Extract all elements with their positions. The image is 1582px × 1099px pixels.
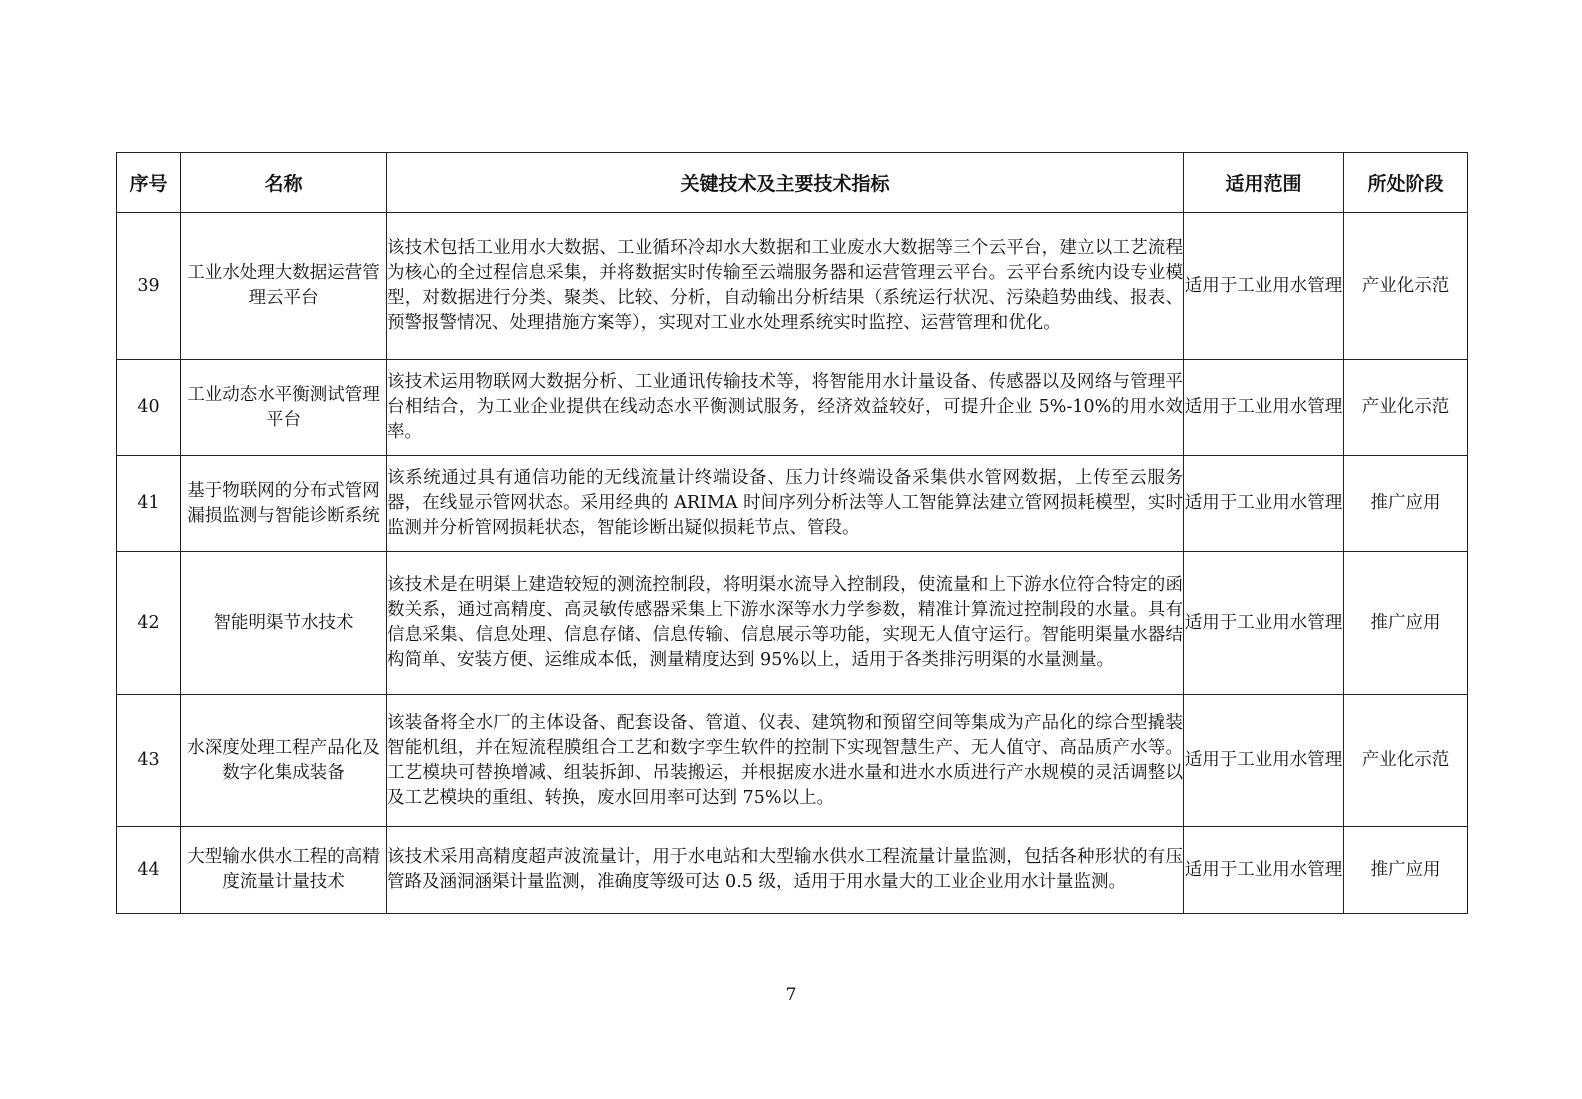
row-description: 该系统通过具有通信功能的无线流量计终端设备、压力计终端设备采集供水管网数据，上传至云服务器，在线显示管网状态。采用经典的 ARIMA 时间序列分析法等人工智能算法建立管网损耗模型，实时监测并分析管网损耗状态，智能诊断出疑似损耗节点、管段。 [387,456,1184,552]
row-description: 该技术是在明渠上建造较短的测流控制段，将明渠水流导入控制段，使流量和上下游水位符合特定的函数关系，通过高精度、高灵敏传感器采集上下游水深等水力学参数，精准计算流过控制段的水量。具有信息采集、信息处理、信息存储、信息传输、信息展示等功能，实现无人值守运行。智能明渠量水器结构简单、安装方便、运维成本低，测量精度达到 95%以上，适用于各类排污明渠的水量测量。 [387,552,1184,695]
header-name: 名称 [181,153,387,213]
row-scope: 适用于工业用水管理 [1184,827,1344,914]
header-stage: 所处阶段 [1344,153,1468,213]
row-stage: 推广应用 [1344,456,1468,552]
page-number: 7 [785,985,797,1005]
row-name: 智能明渠节水技术 [181,552,387,695]
table-row [117,695,1468,827]
row-scope: 适用于工业用水管理 [1184,552,1344,695]
row-stage: 推广应用 [1344,552,1468,695]
row-serial-number: 42 [117,552,181,695]
table-row [117,360,1468,456]
row-name: 大型输水供水工程的高精度流量计量技术 [181,827,387,914]
header-serial-number: 序号 [117,153,181,213]
row-scope: 适用于工业用水管理 [1184,213,1344,360]
row-description: 该技术包括工业用水大数据、工业循环冷却水大数据和工业废水大数据等三个云平台，建立以工艺流程为核心的全过程信息采集，并将数据实时传输至云端服务器和运营管理云平台。云平台系统内设专业模型，对数据进行分类、聚类、比较、分析，自动输出分析结果（系统运行状况、污染趋势曲线、报表、预警报警情况、处理措施方案等），实现对工业水处理系统实时监控、运营管理和优化。 [387,213,1184,360]
header-scope: 适用范围 [1184,153,1344,213]
row-scope: 适用于工业用水管理 [1184,456,1344,552]
row-serial-number: 41 [117,456,181,552]
row-serial-number: 39 [117,213,181,360]
row-name: 工业水处理大数据运营管理云平台 [181,213,387,360]
row-description: 该技术运用物联网大数据分析、工业通讯传输技术等，将智能用水计量设备、传感器以及网络与管理平台相结合，为工业企业提供在线动态水平衡测试服务，经济效益较好，可提升企业 5%-10%的用水效率。 [387,360,1184,456]
row-name: 水深度处理工程产品化及数字化集成装备 [181,695,387,827]
row-stage: 推广应用 [1344,827,1468,914]
row-serial-number: 44 [117,827,181,914]
row-stage: 产业化示范 [1344,360,1468,456]
technology-catalog-table [116,152,1468,914]
row-description: 该装备将全水厂的主体设备、配套设备、管道、仪表、建筑物和预留空间等集成为产品化的综合型撬装智能机组，并在短流程膜组合工艺和数字孪生软件的控制下实现智慧生产、无人值守、高品质产水等。工艺模块可替换增减、组装拆卸、吊装搬运，并根据废水进水量和进水水质进行产水规模的灵活调整以及工艺模块的重组、转换，废水回用率可达到 75%以上。 [387,695,1184,827]
row-stage: 产业化示范 [1344,695,1468,827]
table-row [117,213,1468,360]
row-serial-number: 43 [117,695,181,827]
header-key-technology: 关键技术及主要技术指标 [387,153,1184,213]
table-row [117,456,1468,552]
row-name: 工业动态水平衡测试管理平台 [181,360,387,456]
table-header-row [117,153,1468,213]
row-scope: 适用于工业用水管理 [1184,695,1344,827]
row-scope: 适用于工业用水管理 [1184,360,1344,456]
table-row [117,827,1468,914]
table-row [117,552,1468,695]
row-stage: 产业化示范 [1344,213,1468,360]
row-serial-number: 40 [117,360,181,456]
row-description: 该技术采用高精度超声波流量计，用于水电站和大型输水供水工程流量计量监测，包括各种形状的有压管路及涵洞涵渠计量监测，准确度等级可达 0.5 级，适用于用水量大的工业企业用水计量监测。 [387,827,1184,914]
row-name: 基于物联网的分布式管网漏损监测与智能诊断系统 [181,456,387,552]
